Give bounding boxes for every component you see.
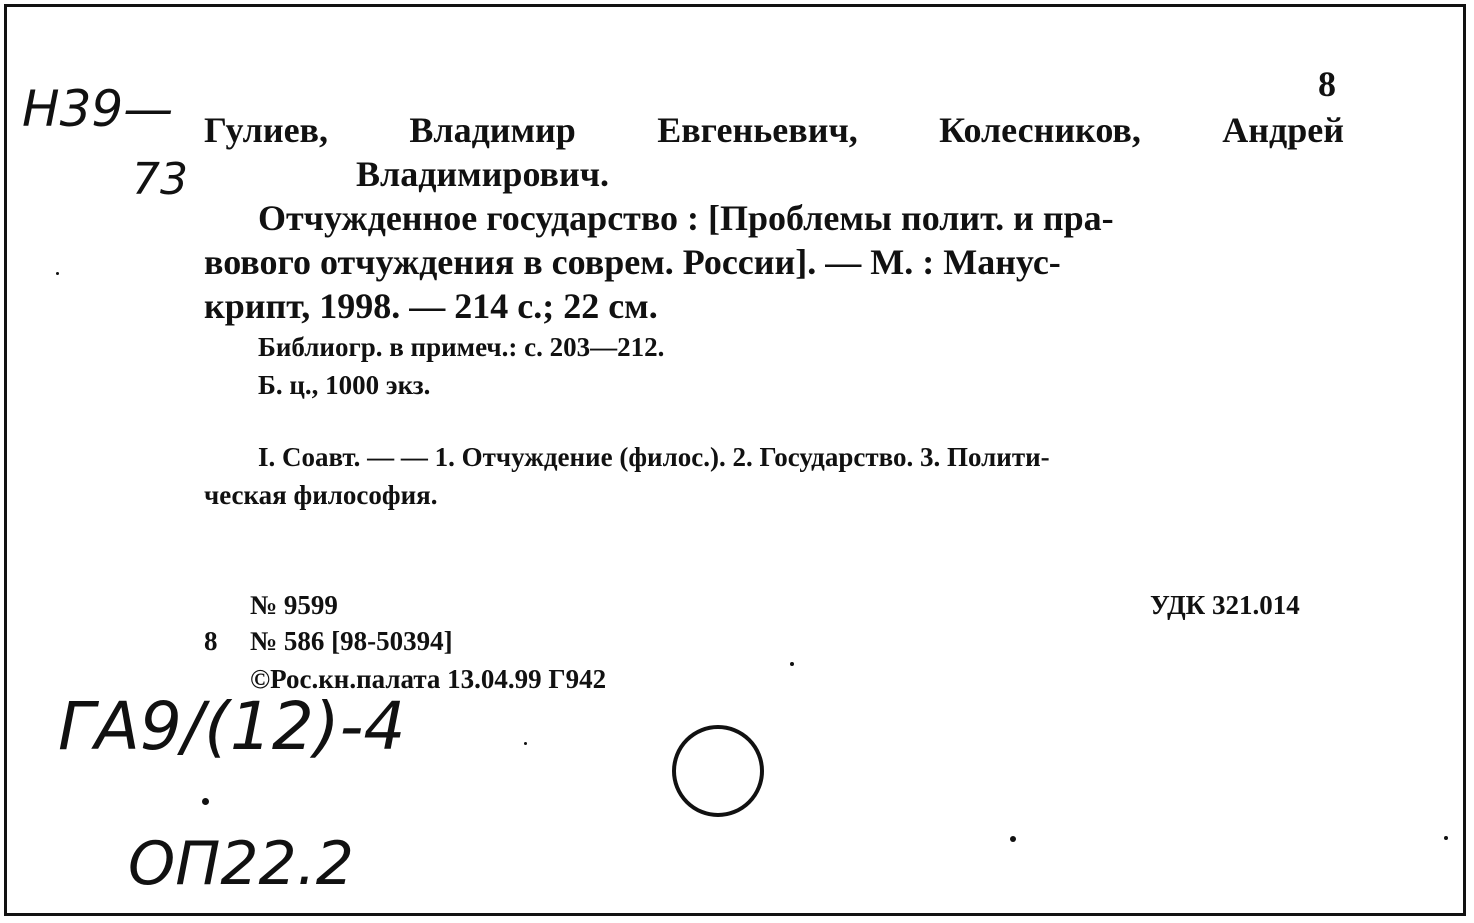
scan-speck	[202, 798, 209, 805]
handwritten-shelf-mark: Н39—	[22, 80, 174, 138]
scan-speck	[790, 662, 794, 666]
punch-hole-circle	[672, 725, 764, 817]
scan-speck	[524, 742, 527, 745]
author-line	[204, 112, 1344, 148]
handwritten-code-1: ГА9/(12)-4	[58, 688, 406, 765]
page-number: 8	[1318, 64, 1336, 104]
author-word: Гулиев,	[204, 110, 328, 150]
author-line-2: Владимирович.	[356, 154, 610, 194]
scan-speck	[1010, 836, 1016, 842]
handwritten-code-2: ОП22.2	[128, 829, 354, 899]
record-number: № 9599	[250, 590, 338, 620]
price-print-run-note: Б. ц., 1000 экз.	[258, 370, 431, 400]
author-word: Андрей	[1222, 110, 1344, 150]
author-word: Евгеньевич,	[657, 110, 858, 150]
udk-code: УДК 321.014	[1150, 590, 1300, 620]
record-number-2: № 586 [98-50394]	[250, 626, 453, 656]
title-line: вового отчуждения в соврем. России]. — М. : Манус-	[204, 242, 1061, 282]
subject-headings: I. Соавт. — — 1. Отчуждение (филос.). 2. Государство. 3. Полити-	[258, 442, 1050, 472]
author-word: Владимир	[409, 110, 576, 150]
title-line: Отчужденное государство : [Проблемы полит. и пра-	[258, 198, 1114, 238]
author-word: Колесников,	[939, 110, 1141, 150]
scan-speck	[56, 272, 59, 275]
scan-speck	[1444, 836, 1448, 840]
record-prefix: 8	[204, 626, 218, 656]
book-chamber-stamp: ©Рос.кн.палата 13.04.99 Г942	[250, 664, 607, 694]
handwritten-shelf-mark-sub: 73	[132, 154, 188, 205]
subject-headings-continued: ческая философия.	[204, 480, 438, 510]
bibliography-note: Библиогр. в примеч.: с. 203—212.	[258, 332, 665, 362]
title-line: крипт, 1998. — 214 с.; 22 см.	[204, 286, 658, 326]
